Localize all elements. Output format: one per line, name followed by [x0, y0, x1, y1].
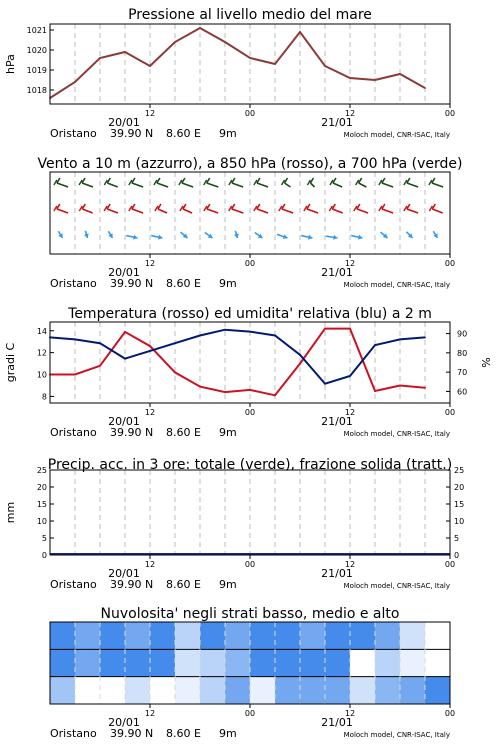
wind-barb [132, 183, 143, 187]
y-tick-label: 1019 [26, 66, 47, 75]
station-name: Oristano [50, 127, 97, 140]
cloud-cell [125, 622, 151, 650]
temperature-line-point [124, 331, 126, 333]
wind-barb [382, 183, 393, 187]
station-elev: 9m [219, 727, 237, 740]
pressure-line-point [274, 63, 276, 65]
x-tick-label: 12 [344, 109, 356, 118]
cloud-cell [175, 649, 201, 677]
temperature-line-point [224, 391, 226, 393]
cloud-cell [425, 649, 451, 677]
cloud-cell [275, 622, 301, 650]
wind-barb [107, 183, 117, 187]
station-lat: 39.90 N [110, 727, 154, 740]
date-label: 21/01 [321, 266, 353, 279]
temperature-line-point [274, 394, 276, 396]
y-tick-label: 1021 [26, 26, 47, 35]
y-tick-label: 90 [457, 329, 468, 339]
model-credit: Moloch model, CNR-ISAC, Italy [343, 582, 450, 590]
date-label: 21/01 [321, 415, 353, 428]
temperature-line-point [249, 389, 251, 391]
panel-title: Vento a 10 m (azzurro), a 850 hPa (rosso), a 700 hPa (verde) [37, 156, 463, 172]
date-label: 20/01 [108, 716, 140, 729]
cloud-cell [150, 649, 176, 677]
station-name: Oristano [50, 277, 97, 290]
wind-barb [57, 209, 68, 213]
station-lat: 39.90 N [110, 426, 154, 439]
model-credit: Moloch model, CNR-ISAC, Italy [343, 430, 450, 438]
station-elev: 9m [219, 578, 237, 591]
cloud-cell [225, 677, 251, 705]
pressure-line-point [199, 27, 201, 29]
x-tick-label: 00 [244, 408, 256, 417]
wind-barb [282, 209, 293, 213]
y-tick-label: 8 [41, 392, 47, 402]
y-tick-label: 25 [454, 466, 465, 475]
y-tick-label: 15 [454, 500, 465, 509]
panel-title: Temperatura (rosso) ed umidita' relativa (blu) a 2 m [68, 306, 432, 322]
cloud-cell [225, 622, 251, 650]
date-label: 20/01 [108, 266, 140, 279]
station-elev: 9m [219, 127, 237, 140]
cloud-cell [75, 677, 101, 705]
pressure-line [50, 28, 425, 98]
wind-barb [182, 183, 193, 187]
y-tick-label: 10 [36, 517, 47, 526]
y-axis-label: mm [4, 501, 17, 524]
cloud-cell [50, 677, 76, 705]
pressure-line-point [324, 65, 326, 67]
cloud-cell [150, 622, 176, 650]
x-tick-label: 00 [444, 109, 456, 118]
cloud-cell [375, 622, 401, 650]
date-label: 20/01 [108, 567, 140, 580]
temperature-line-point [324, 328, 326, 330]
wind-barb [132, 209, 143, 213]
wind-barb [307, 209, 318, 213]
cloud-cell [325, 649, 351, 677]
humidity-line-point [399, 338, 401, 340]
x-tick-label: 12 [144, 109, 156, 118]
humidity-line-point [424, 337, 426, 339]
y-tick-label: 70 [457, 368, 468, 378]
y-tick-label: 12 [36, 348, 47, 358]
temperature-line-point [299, 363, 301, 365]
cloud-cell [400, 622, 426, 650]
y-tick-label: 10 [36, 370, 47, 380]
humidity-line-point [149, 350, 151, 352]
cloud-cell [50, 649, 76, 677]
humidity-line-point [99, 342, 101, 344]
x-tick-label: 12 [144, 259, 156, 268]
y-tick-label: 15 [36, 500, 47, 509]
wind-barb [357, 209, 368, 213]
y-tick-label: 14 [36, 326, 47, 336]
station-name: Oristano [50, 578, 97, 591]
y-tick-label: 20 [454, 483, 465, 492]
y-tick-label: 1020 [26, 46, 47, 55]
cloud-cell [250, 649, 276, 677]
cloud-cell [75, 622, 101, 650]
pressure-line-point [224, 41, 226, 43]
pressure-line-point [149, 65, 151, 67]
y-tick-label: 0 [454, 551, 460, 560]
cloud-cell [100, 622, 126, 650]
wind-barb [82, 209, 92, 213]
pressure-line-point [74, 81, 76, 83]
cloud-cell [200, 677, 226, 705]
panel-title: Nuvolosita' negli strati basso, medio e alto [100, 606, 400, 622]
cloud-cell [325, 622, 351, 650]
cloud-cell [375, 649, 401, 677]
wind-barb [232, 209, 244, 213]
humidity-line-point [299, 354, 301, 356]
station-lon: 8.60 E [166, 727, 201, 740]
wind-barb [333, 183, 342, 187]
wind-barb [332, 209, 342, 213]
cloud-cell [150, 677, 176, 705]
cloud-cell [50, 622, 76, 650]
date-label: 21/01 [321, 116, 353, 129]
wind-barb [257, 209, 268, 213]
wind-barb [107, 209, 118, 213]
wind-barb [232, 183, 243, 187]
wind-barb [183, 209, 192, 213]
cloud-cell [300, 677, 326, 705]
cloud-cell [100, 677, 126, 705]
humidity-line-point [174, 342, 176, 344]
x-tick-label: 00 [244, 109, 256, 118]
wind-barb [82, 183, 93, 187]
humidity-line-point [224, 329, 226, 331]
model-credit: Moloch model, CNR-ISAC, Italy [343, 131, 450, 139]
x-tick-label: 00 [244, 259, 256, 268]
date-label: 20/01 [108, 415, 140, 428]
wind-barb [257, 183, 268, 187]
temperature-line-point [174, 371, 176, 373]
cloud-cell [100, 649, 126, 677]
wind-barb [407, 183, 418, 187]
cloud-cell [350, 677, 376, 705]
cloud-cell [225, 649, 251, 677]
y-tick-label: 5 [41, 534, 47, 543]
y-axis-label-right: % [480, 357, 493, 368]
temperature-line-point [99, 365, 101, 367]
model-credit: Moloch model, CNR-ISAC, Italy [343, 281, 450, 289]
y-tick-label: 80 [457, 348, 468, 358]
temperature-line-point [349, 328, 351, 330]
x-tick-label: 00 [244, 560, 256, 569]
y-tick-label: 0 [41, 551, 47, 560]
humidity-line-point [349, 375, 351, 377]
x-tick-label: 12 [144, 560, 156, 569]
pressure-line-point [349, 77, 351, 79]
x-tick-label: 00 [444, 560, 456, 569]
x-tick-label: 12 [144, 709, 156, 718]
station-lat: 39.90 N [110, 277, 154, 290]
cloud-cell [175, 622, 201, 650]
station-lon: 8.60 E [166, 426, 201, 439]
cloud-cell [75, 649, 101, 677]
cloud-cell [425, 622, 451, 650]
station-lon: 8.60 E [166, 277, 201, 290]
date-label: 21/01 [321, 567, 353, 580]
station-lat: 39.90 N [110, 127, 154, 140]
temperature-line-point [149, 345, 151, 347]
cloud-cell [175, 677, 201, 705]
wind-barb [432, 183, 443, 187]
pressure-line-point [299, 31, 301, 33]
cloud-cell [400, 677, 426, 705]
pressure-line-point [424, 87, 426, 89]
panel-title: Pressione al livello medio del mare [128, 7, 372, 23]
cloud-cell [200, 649, 226, 677]
wind-barb [158, 209, 167, 213]
x-tick-label: 00 [444, 709, 456, 718]
wind-barb [382, 209, 393, 213]
pressure-line-point [99, 57, 101, 59]
station-name: Oristano [50, 727, 97, 740]
cloud-cell [325, 677, 351, 705]
wind-barb [57, 183, 68, 187]
cloud-cell [350, 649, 376, 677]
wind-barb [157, 183, 168, 187]
station-lon: 8.60 E [166, 578, 201, 591]
cloud-cell [400, 649, 426, 677]
wind-barb [407, 209, 418, 213]
x-tick-label: 00 [244, 709, 256, 718]
wind-barb [285, 183, 291, 187]
x-tick-label: 12 [144, 408, 156, 417]
y-tick-label: 20 [36, 483, 47, 492]
pressure-line-point [174, 41, 176, 43]
cloud-cell [375, 677, 401, 705]
y-axis-label: gradi C [4, 342, 17, 383]
station-elev: 9m [219, 277, 237, 290]
wind-barb [207, 209, 218, 213]
humidity-line-point [274, 335, 276, 337]
date-label: 21/01 [321, 716, 353, 729]
cloud-cell [200, 622, 226, 650]
wind-barb [310, 183, 314, 187]
station-name: Oristano [50, 426, 97, 439]
temperature-line-point [399, 385, 401, 387]
y-tick-label: 60 [457, 387, 468, 397]
humidity-line-point [374, 344, 376, 346]
temperature-line-point [374, 390, 376, 392]
x-tick-label: 00 [444, 408, 456, 417]
wind-barb [207, 183, 219, 187]
x-tick-label: 12 [344, 408, 356, 417]
x-tick-label: 12 [344, 560, 356, 569]
humidity-line-point [124, 358, 126, 360]
x-tick-label: 12 [344, 259, 356, 268]
cloud-cell [275, 649, 301, 677]
cloud-cell [125, 677, 151, 705]
pressure-line-point [249, 57, 251, 59]
date-label: 20/01 [108, 116, 140, 129]
humidity-line-point [199, 335, 201, 337]
temperature-line [50, 329, 425, 396]
y-tick-label: 5 [454, 534, 460, 543]
temperature-line-point [199, 386, 201, 388]
cloud-cell [250, 622, 276, 650]
y-axis-label: hPa [4, 54, 17, 74]
x-tick-label: 00 [444, 259, 456, 268]
cloud-cell [250, 677, 276, 705]
station-lon: 8.60 E [166, 127, 201, 140]
cloud-cell [350, 622, 376, 650]
y-tick-label: 10 [454, 517, 465, 526]
station-lat: 39.90 N [110, 578, 154, 591]
station-elev: 9m [219, 426, 237, 439]
wind-barb [432, 209, 442, 213]
x-tick-label: 12 [344, 709, 356, 718]
wind-barb [359, 183, 367, 187]
cloud-cell [125, 649, 151, 677]
humidity-line-point [324, 383, 326, 385]
cloud-cell [300, 649, 326, 677]
model-credit: Moloch model, CNR-ISAC, Italy [343, 731, 450, 739]
pressure-line-point [399, 73, 401, 75]
cloud-cell [275, 677, 301, 705]
y-tick-label: 1018 [26, 86, 47, 95]
humidity-line-point [249, 331, 251, 333]
temperature-line-point [74, 374, 76, 376]
cloud-cell [300, 622, 326, 650]
y-tick-label: 25 [36, 466, 47, 475]
pressure-line-point [124, 51, 126, 53]
panel-title: Precip. acc. in 3 ore: totale (verde), frazione solida (tratt.) [47, 457, 453, 473]
pressure-line-point [374, 79, 376, 81]
cloud-cell [425, 677, 451, 705]
humidity-line-point [74, 338, 76, 340]
temperature-line-point [424, 387, 426, 389]
